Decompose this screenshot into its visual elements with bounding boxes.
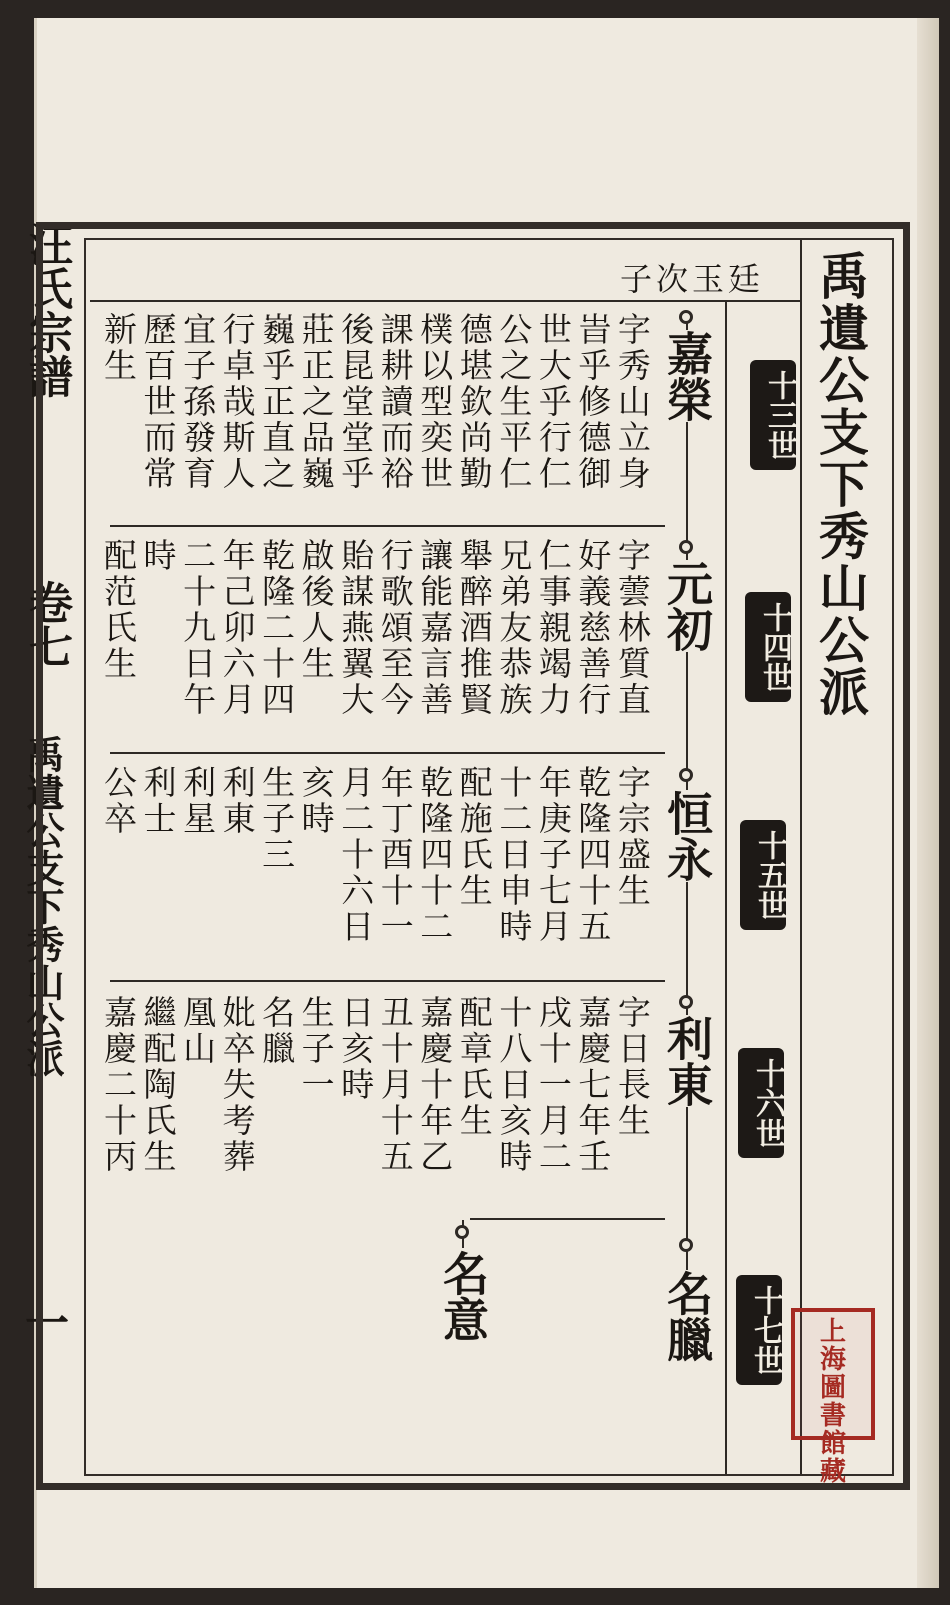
text-column: 課耕讀而裕	[375, 312, 415, 492]
text-column: 亥時	[296, 765, 336, 837]
text-column: 配章氏生	[454, 995, 494, 1139]
text-column: 乾隆四十五	[573, 765, 613, 945]
text-column: 公卒	[99, 765, 138, 837]
text-column: 宜子孫發育	[178, 312, 218, 492]
entry-hengyong	[100, 765, 650, 970]
page-number: 一	[17, 1300, 68, 1344]
lineage-name-mingla: 名臘	[660, 1270, 714, 1362]
branch-rule	[470, 1218, 665, 1220]
text-column: 字宗盛生	[612, 765, 652, 909]
entry-lidong	[100, 995, 650, 1205]
generation-badge-13: 十三世	[750, 360, 796, 470]
text-column: 歷百世而常	[138, 312, 178, 492]
lineage-name-yuanchu: 元初	[660, 560, 714, 652]
text-column: 十二日申時	[494, 765, 534, 945]
section-title: 禹遺公支下秀山公派	[811, 250, 870, 718]
text-column: 年己卯六月	[217, 538, 257, 718]
text-column: 字日長生	[612, 995, 652, 1139]
lineage-name-lidong: 利東	[660, 1015, 714, 1107]
title-divider	[800, 240, 802, 1474]
section-rule-3	[110, 980, 665, 982]
text-column: 字秀山立身	[612, 312, 652, 492]
seal-char: 藏	[819, 1457, 846, 1487]
volume-label: 卷七	[21, 580, 72, 668]
lineage-node	[679, 768, 693, 782]
text-column: 繼配陶氏生	[138, 995, 178, 1175]
text-column: 生子三	[257, 765, 297, 873]
text-column: 世大乎行仁	[533, 312, 573, 492]
generation-badge-14: 十四世	[745, 592, 791, 702]
text-column: 舉醉酒推賢	[454, 538, 494, 718]
text-column: 公之生平仁	[494, 312, 534, 492]
lineage-node	[679, 1238, 693, 1252]
text-column: 巍乎正直之	[257, 312, 297, 492]
text-column: 二十九日午	[178, 538, 218, 718]
text-column: 嘉慶二十丙	[99, 995, 138, 1175]
lineage-name-hengyong: 恒永	[660, 790, 714, 882]
text-column: 利星	[178, 765, 218, 837]
text-column: 讓能嘉言善	[415, 538, 455, 718]
header-note: 廷玉次子	[620, 260, 765, 298]
text-column: 丑十月十五	[375, 995, 415, 1175]
text-column: 乾隆二十四	[257, 538, 297, 718]
text-column: 時	[138, 538, 178, 574]
lineage-name-jiarong: 嘉榮	[660, 330, 714, 422]
text-column: 仁事親竭力	[533, 538, 573, 718]
header-rule	[90, 300, 802, 302]
text-column: 嘉慶十年乙	[415, 995, 455, 1175]
text-column: 樸以型奕世	[415, 312, 455, 492]
text-column: 莊正之品巍	[296, 312, 336, 492]
library-seal	[791, 1308, 875, 1487]
text-column: 凰山	[178, 995, 218, 1067]
generation-divider	[725, 300, 727, 1474]
text-column: 嘉慶七年壬	[573, 995, 613, 1175]
lineage-node	[679, 540, 693, 554]
seal-char: 海	[819, 1345, 846, 1375]
lineage-node	[679, 310, 693, 324]
text-column: 戌十一月二	[533, 995, 573, 1175]
text-column: 日亥時	[336, 995, 376, 1103]
seal-char: 書	[819, 1401, 846, 1431]
entry-yuanchu	[100, 538, 650, 743]
text-column: 十八日亥時	[494, 995, 534, 1175]
generation-badge-16: 十六世	[738, 1048, 784, 1158]
text-column: 乾隆四十二	[415, 765, 455, 945]
page-edge	[917, 18, 939, 1588]
text-column: 妣卒失考葬	[217, 995, 257, 1175]
generation-badge-17: 十七世	[736, 1275, 782, 1385]
text-column: 年庚子七月	[533, 765, 573, 945]
text-column: 利士	[138, 765, 178, 837]
book-title: 汪氏宗譜	[21, 222, 72, 398]
text-column: 年丁酉十一	[375, 765, 415, 945]
section-rule-2	[110, 752, 665, 754]
seal-char: 圖	[819, 1373, 846, 1403]
generation-badge-15: 十五世	[740, 820, 786, 930]
text-column: 月二十六日	[336, 765, 376, 945]
branch-name: 名意	[436, 1250, 490, 1342]
text-column: 利東	[217, 765, 257, 837]
entry-jiarong	[100, 312, 650, 517]
text-column: 行歌頌至今	[375, 538, 415, 718]
text-column: 配施氏生	[454, 765, 494, 909]
text-column: 配范氏生	[99, 538, 138, 682]
text-column: 字蕓林質直	[612, 538, 652, 718]
seal-char: 上	[819, 1317, 846, 1347]
text-column: 新生	[99, 312, 138, 384]
section-rule-1	[110, 525, 665, 527]
seal-char: 館	[819, 1429, 846, 1459]
text-column: 旹乎修德御	[573, 312, 613, 492]
branch-node	[455, 1225, 469, 1239]
margin-branch-label: 禹遺公支下秀山公派	[20, 735, 65, 1077]
text-column: 行卓哉斯人	[217, 312, 257, 492]
text-column: 後昆堂堂乎	[336, 312, 376, 492]
text-column: 貽謀燕翼大	[336, 538, 376, 718]
text-column: 生子一	[296, 995, 336, 1103]
text-column: 啟後人生	[296, 538, 336, 682]
text-column: 德堪欽尚勤	[454, 312, 494, 492]
text-column: 名臘	[257, 995, 297, 1067]
text-column: 好義慈善行	[573, 538, 613, 718]
lineage-node	[679, 995, 693, 1009]
text-column: 兄弟友恭族	[494, 538, 534, 718]
